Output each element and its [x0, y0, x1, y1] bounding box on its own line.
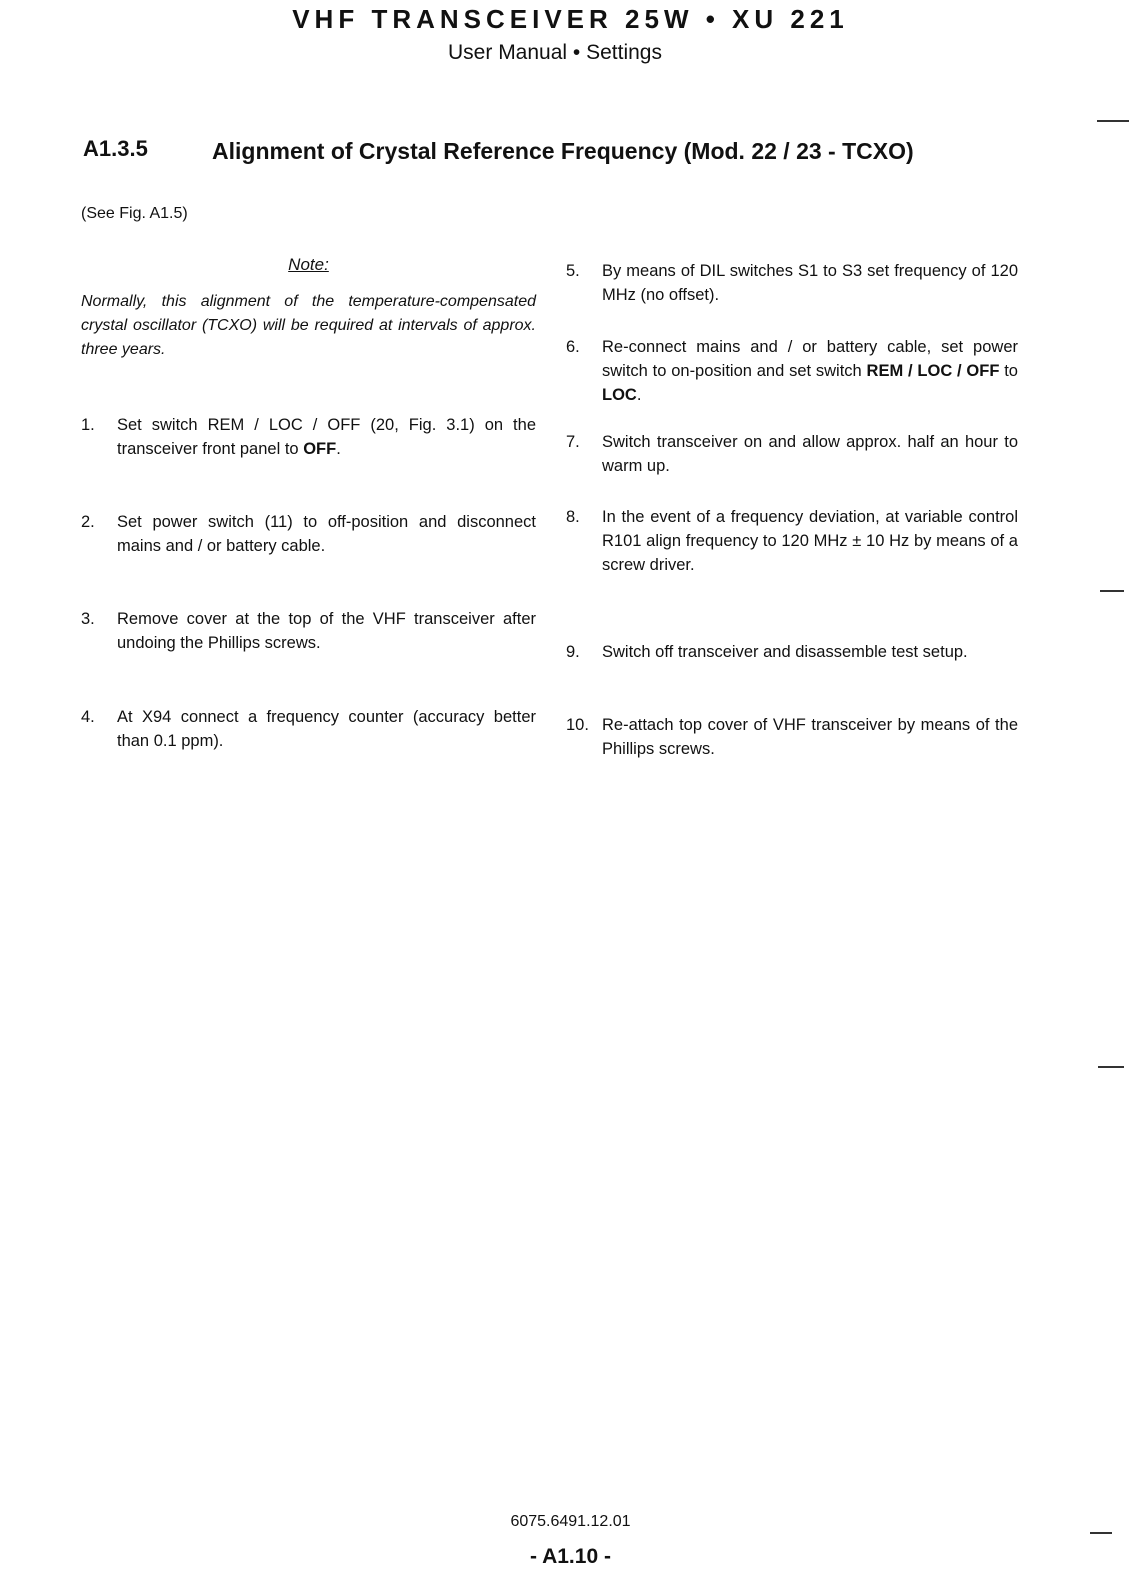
note-label: Note: — [288, 255, 329, 274]
step-text: Set switch REM / LOC / OFF (20, Fig. 3.1) on the transceiver front panel to OFF. — [117, 416, 536, 458]
step-1 — [81, 413, 536, 461]
step-7 — [566, 430, 1018, 478]
note-text: Normally, this alignment of the temperature-compensated crystal oscillator (TCXO) will be required at intervals of approx. three years. — [81, 293, 536, 358]
step-6 — [566, 335, 1018, 407]
step-text: Set power switch (11) to off-position and disconnect mains and / or battery cable. — [117, 513, 536, 555]
page-number: - A1.10 - — [530, 1545, 611, 1568]
step-number: 9. — [566, 643, 580, 661]
margin-mark — [1098, 1066, 1124, 1068]
step-4 — [81, 705, 536, 753]
step-number: 1. — [81, 416, 95, 434]
step-number: 3. — [81, 610, 95, 628]
document-code: 6075.6491.12.01 — [510, 1513, 631, 1530]
step-5 — [566, 259, 1018, 307]
step-text: Re-connect mains and / or battery cable, set power switch to on-position and set switch REM / LOC / OFF to LOC. — [602, 338, 1018, 404]
step-8 — [566, 505, 1018, 577]
margin-mark — [1090, 1532, 1112, 1534]
step-text: Re-attach top cover of VHF transceiver by means of the Phillips screws. — [602, 716, 1018, 758]
margin-mark — [1100, 590, 1124, 592]
figure-reference: (See Fig. A1.5) — [81, 205, 188, 222]
section-number: A1.3.5 — [83, 136, 148, 161]
step-9 — [566, 640, 1018, 664]
step-number: 5. — [566, 262, 580, 280]
step-number: 6. — [566, 338, 580, 356]
document-header-subtitle: User Manual • Settings — [448, 41, 662, 64]
step-number: 4. — [81, 708, 95, 726]
step-number: 8. — [566, 508, 580, 526]
step-text: Switch transceiver on and allow approx. half an hour to warm up. — [602, 433, 1018, 475]
margin-mark — [1097, 120, 1129, 122]
step-text: At X94 connect a frequency counter (accuracy better than 0.1 ppm). — [117, 708, 536, 750]
step-number: 10. — [566, 716, 589, 734]
step-text: By means of DIL switches S1 to S3 set frequency of 120 MHz (no offset). — [602, 262, 1018, 304]
step-text: Switch off transceiver and disassemble test setup. — [602, 643, 968, 661]
step-2 — [81, 510, 536, 558]
section-title: Alignment of Crystal Reference Frequency (Mod. 22 / 23 - TCXO) — [212, 138, 914, 164]
step-number: 7. — [566, 433, 580, 451]
step-text: In the event of a frequency deviation, at variable control R101 align frequency to 120 MHz ± 10 Hz by means of a screw driver. — [602, 508, 1018, 574]
step-10 — [566, 713, 1018, 761]
document-header-title: VHF TRANSCEIVER 25W • XU 221 — [292, 4, 849, 34]
step-text: Remove cover at the top of the VHF transceiver after undoing the Phillips screws. — [117, 610, 536, 652]
step-3 — [81, 607, 536, 655]
step-number: 2. — [81, 513, 95, 531]
